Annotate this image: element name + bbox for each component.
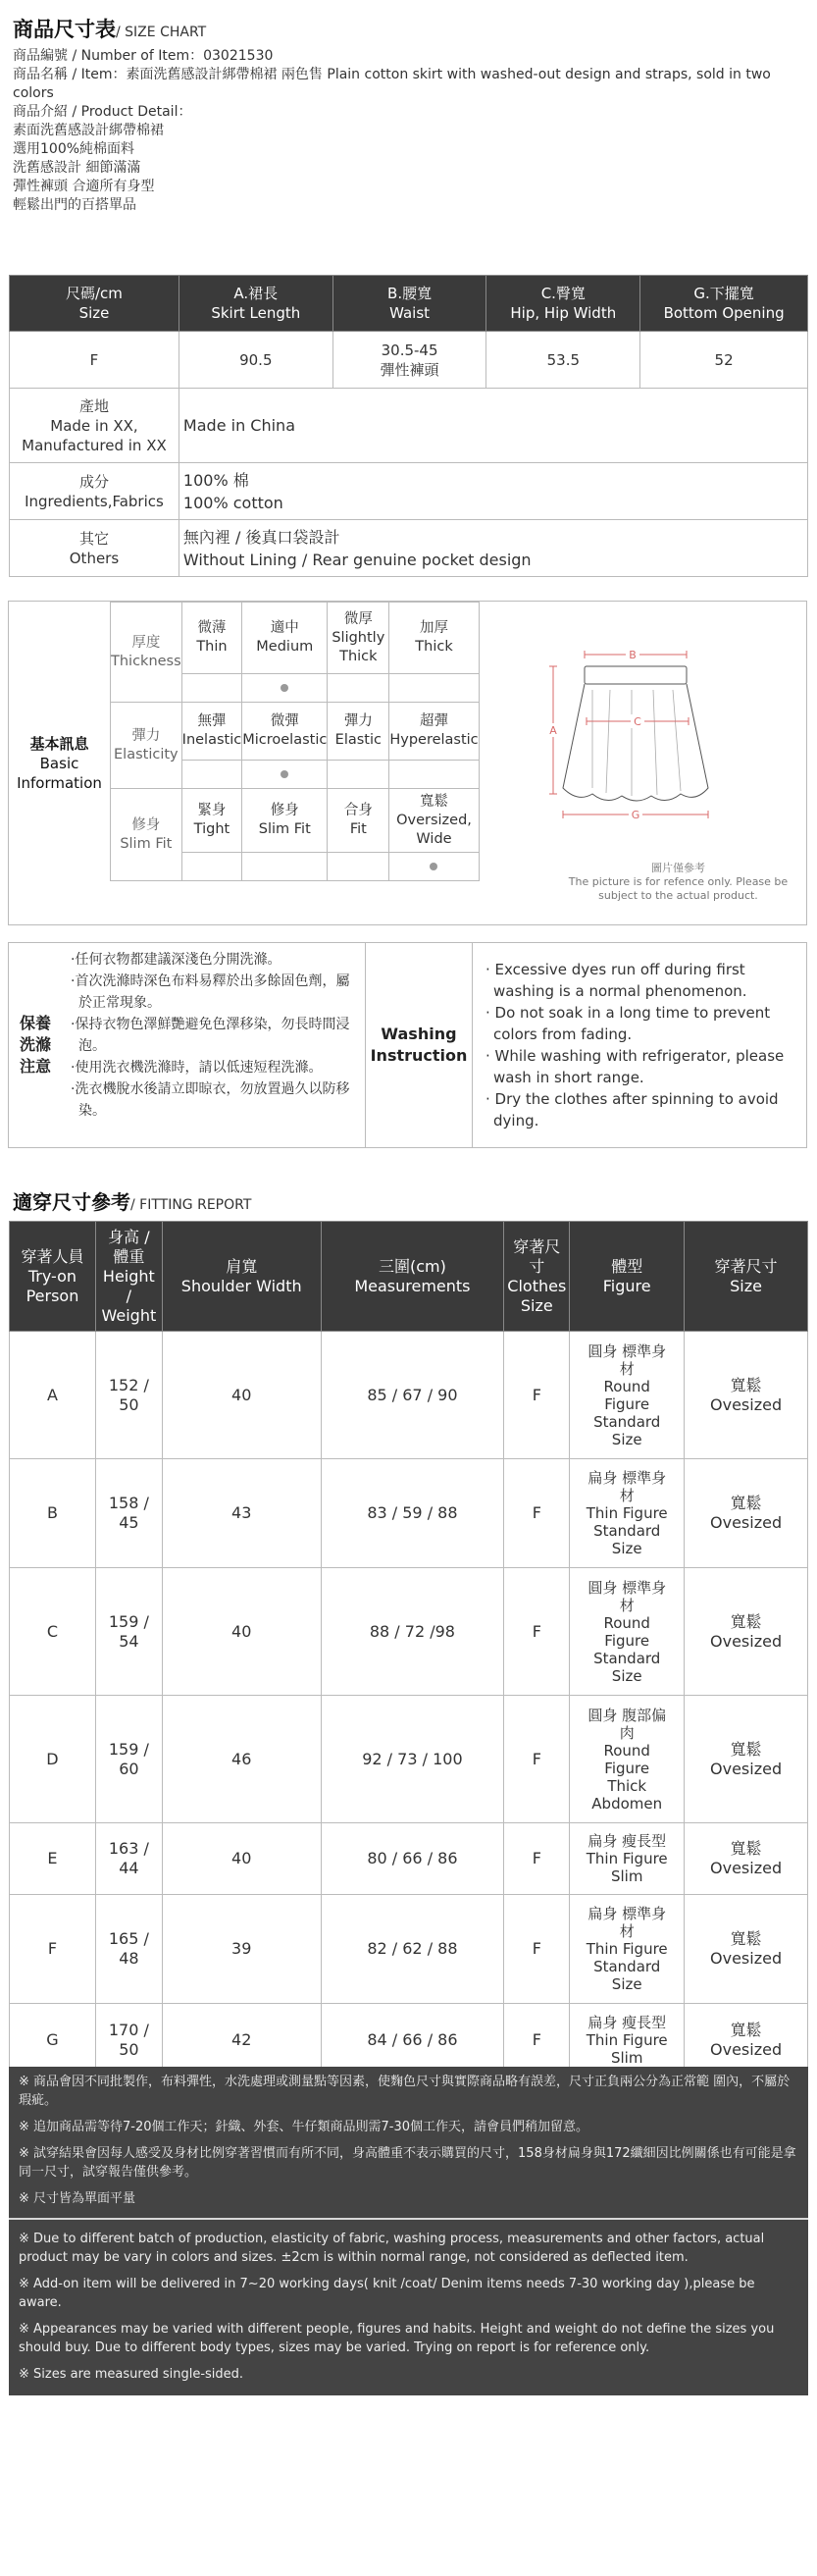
fitting-title-zh: 適穿尺寸參考 — [13, 1190, 130, 1214]
washing-item: · Dry the clothes after spinning to avoid dying. — [485, 1090, 779, 1130]
basic-info-label: 基本訊息 Basic Information — [17, 734, 102, 792]
product-detail-line: 洗舊感設計 細節滿滿 — [13, 160, 141, 176]
item-name: 商品名稱 / Item：素面洗舊感設計綁帶棉裙 兩色售 Plain cotton skirt with washed-out design and straps, sold in two colors — [13, 67, 771, 101]
note-zh: ※ 尺寸皆為單面平量 — [19, 2191, 136, 2206]
header-skirt-length: A.裙長 Skirt Length — [179, 276, 332, 332]
washing-item: ·使用洗衣機洗滌時，請以低速短程洗滌。 — [71, 1060, 323, 1076]
table-row: E 163 / 44 40 80 / 66 / 86 F 扁身 瘦長型 Thin Figure Slim 寬鬆 Ovesized — [10, 1823, 808, 1895]
note-en: ※ Appearances may be varied with different people, figures and habits. Height and weight do not define the sizes you should buy. Due to different body types, sizes may be varied. Trying on report is for reference only. — [19, 2322, 775, 2355]
dimension-a-label: A — [549, 724, 557, 737]
skirt-length-value: 90.5 — [179, 332, 332, 389]
header-height-weight: 身高 / 體重 Height / Weight — [95, 1222, 162, 1332]
option-medium: 適中 Medium — [242, 603, 328, 674]
fabric-label: 成分 Ingredients,Fabrics — [10, 463, 179, 520]
header-waist: B.腰寬 Waist — [332, 276, 486, 332]
washing-label-zh: 保養 洗滌 注意 — [19, 1014, 51, 1076]
option-elastic: 彈力 Elastic — [328, 703, 389, 761]
origin-row — [10, 389, 808, 463]
note-en: ※ Sizes are measured single-sided. — [19, 2367, 244, 2382]
size-value: F — [10, 332, 179, 389]
others-label: 其它 Others — [10, 520, 179, 577]
option-thin: 微薄 Thin — [181, 603, 242, 674]
product-detail-line: 選用100%純棉面料 — [13, 141, 135, 157]
option-oversized: 寬鬆 Oversized, Wide — [389, 789, 479, 853]
table-row: B 158 / 45 43 83 / 59 / 88 F 扁身 標準身 材 Thin Figure Standard Size 寬鬆 Ovesized — [10, 1459, 808, 1568]
header-person: 穿著人員 Try-on Person — [10, 1222, 96, 1332]
header-size: 尺碼/cm Size — [10, 276, 179, 332]
option-slim-fit: 修身 Slim Fit — [242, 789, 328, 853]
item-number: 商品編號 / Number of Item：03021530 — [13, 48, 274, 64]
size-table-header — [10, 276, 808, 332]
size-table — [9, 275, 808, 577]
fit-options — [111, 789, 480, 853]
fabric-row — [10, 463, 808, 520]
washing-item: · Do not soak in a long time to prevent colors from fading. — [485, 1004, 771, 1043]
size-chart-header — [13, 14, 206, 43]
note-en: ※ Add-on item will be delivered in 7~20 working days( knit /coat/ Denim items needs 7-30 working day ),please be aware. — [19, 2277, 755, 2310]
option-microelastic: 微彈 Microelastic — [242, 703, 328, 761]
note-zh: ※ 商品會因不同批製作，布料彈性，水洗處理或測量點等因素，使麴色尺寸與實際商品略有誤差，尺寸正負兩公分為正常範 圍內，不屬於瑕疵。 — [19, 2075, 791, 2108]
fitting-title-en: / FITTING REPORT — [130, 1197, 252, 1213]
header-bottom-opening: G.下擺寬 Bottom Opening — [640, 276, 808, 332]
size-chart-title-en: / SIZE CHART — [116, 25, 207, 40]
dimension-c-label: C — [634, 715, 641, 728]
washing-list-en — [478, 959, 801, 1131]
bottom-opening-value: 52 — [640, 332, 808, 389]
skirt-waistband — [585, 666, 687, 684]
elasticity-options — [111, 703, 480, 761]
product-detail-line: 素面洗舊感設計綁帶棉裙 — [13, 123, 164, 138]
selected-dot-icon — [281, 770, 288, 778]
waist-value: 30.5-45 彈性褲頭 — [332, 332, 486, 389]
option-slightly-thick: 微厚 Slightly Thick — [328, 603, 389, 674]
product-intro — [13, 47, 807, 215]
washing-list-zh — [65, 949, 359, 1122]
table-row: D 159 / 60 46 92 / 73 / 100 F 圓身 腹部偏 肉 Round Figure Thick Abdomen 寬鬆 Ovesized — [10, 1696, 808, 1823]
thickness-label: 厚度 Thickness — [111, 603, 182, 703]
size-row — [10, 332, 808, 389]
option-fit: 合身 Fit — [328, 789, 389, 853]
dimension-b-label: B — [629, 649, 637, 661]
size-chart-title-zh: 商品尺寸表 — [13, 18, 116, 41]
others-row — [10, 520, 808, 577]
hip-value: 53.5 — [486, 332, 640, 389]
washing-label-en: Washing Instruction — [365, 943, 473, 1147]
table-row: G 170 / 50 42 84 / 66 / 86 F 扁身 瘦長型 Thin Figure Slim 寬鬆 Ovesized — [10, 2004, 808, 2077]
washing-item: ·首次洗滌時深色布料易釋於出多餘固色劑，屬於正常現象。 — [71, 973, 350, 1011]
header-clothes-size: 穿著尺 寸 Clothes Size — [504, 1222, 570, 1332]
fitting-table-header — [10, 1222, 808, 1332]
basic-info-panel — [8, 601, 807, 925]
dimension-g-label: G — [631, 809, 640, 821]
fit-label: 修身 Slim Fit — [111, 789, 182, 881]
diagram-caption: 圖片僅參考 The picture is for refence only. Please be subject to the actual product. — [568, 862, 789, 902]
header-hip: C.臀寬 Hip, Hip Width — [486, 276, 640, 332]
washing-item: ·保持衣物色澤鮮艷避免色澤移染，勿長時間浸泡。 — [71, 1017, 350, 1054]
note-zh: ※ 追加商品需等待7-20個工作天；針織、外套、牛仔類商品則需7-30個工作天，請會員們稍加留意。 — [19, 2120, 589, 2134]
washing-item: ·洗衣機脫水後請立即晾衣，勿放置過久以防移染。 — [71, 1081, 350, 1119]
washing-item: · While washing with refrigerator, please wash in short range. — [485, 1047, 785, 1086]
option-inelastic: 無彈 Inelastic — [181, 703, 242, 761]
header-fit-size: 穿著尺寸 Size — [685, 1222, 808, 1332]
basic-info-grid — [110, 602, 480, 881]
notes-panel — [9, 2067, 808, 2395]
origin-label: 產地 Made in XX, Manufactured in XX — [10, 389, 179, 463]
fabric-value: 100% 棉 100% cotton — [179, 463, 807, 520]
table-row: A 152 / 50 40 85 / 67 / 90 F 圓身 標準身 材 Round Figure Standard Size 寬鬆 Ovesized — [10, 1332, 808, 1459]
header-shoulder: 肩寬 Shoulder Width — [162, 1222, 321, 1332]
washing-item: ·任何衣物都建議深淺色分開洗滌。 — [71, 952, 281, 968]
fitting-table — [9, 1221, 808, 2077]
selected-dot-icon — [430, 863, 437, 870]
note-en: ※ Due to different batch of production, elasticity of fabric, washing process, measurements and other factors, actual product may be vary in colors and sizes. ±2cm is within normal range, not considered as deflected item. — [19, 2232, 765, 2265]
option-thick: 加厚 Thick — [389, 603, 479, 674]
note-zh: ※ 試穿結果會因每人感受及身材比例穿著習慣而有所不同，身高體重不表示購買的尺寸，158身材扁身與172纖細因比例關係也有可能是拿同一尺寸，試穿報告僅供參考。 — [19, 2146, 796, 2180]
product-detail-label: 商品介紹 / Product Detail： — [13, 104, 192, 120]
header-figure: 體型 Figure — [570, 1222, 685, 1332]
others-value: 無內裡 / 後真口袋設計 Without Lining / Rear genuine pocket design — [179, 520, 807, 577]
table-row: F 165 / 48 39 82 / 62 / 88 F 扁身 標準身 材 Thin Figure Standard Size 寬鬆 Ovesized — [10, 1895, 808, 2004]
table-row: C 159 / 54 40 88 / 72 /98 F 圓身 標準身 材 Round Figure Standard Size 寬鬆 Ovesized — [10, 1568, 808, 1696]
option-tight: 緊身 Tight — [181, 789, 242, 853]
washing-item: · Excessive dyes run off during first washing is a normal phenomenon. — [485, 961, 747, 1000]
elasticity-label: 彈力 Elasticity — [111, 703, 182, 789]
product-detail-line: 輕鬆出門的百搭單品 — [13, 197, 136, 213]
product-detail-line: 彈性褲頭 合適所有身型 — [13, 179, 155, 194]
fitting-header — [13, 1186, 251, 1215]
origin-value: Made in China — [179, 389, 807, 463]
selected-dot-icon — [281, 684, 288, 692]
header-measurements: 三圍(cm) Measurements — [321, 1222, 504, 1332]
skirt-body — [563, 684, 708, 801]
washing-panel — [8, 942, 807, 1148]
option-hyperelastic: 超彈 Hyperelastic — [389, 703, 479, 761]
thickness-options — [111, 603, 480, 674]
